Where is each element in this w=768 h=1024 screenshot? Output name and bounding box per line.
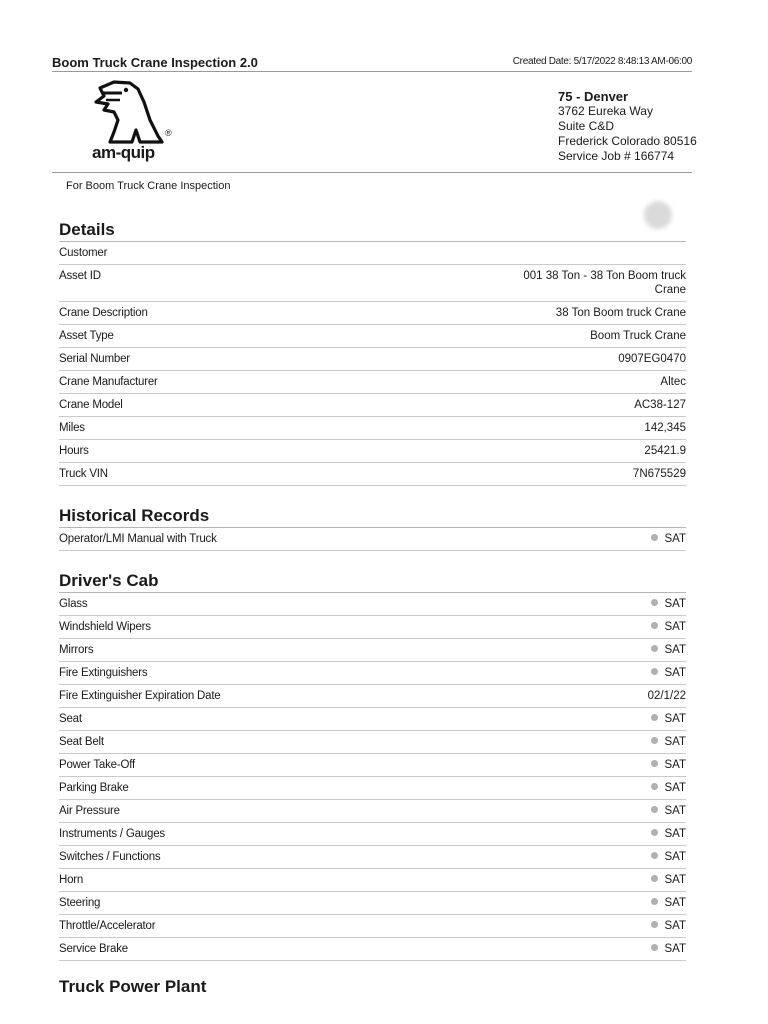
row-value: 142,345	[644, 422, 686, 434]
status-dot-icon	[651, 944, 658, 951]
form-purpose: For Boom Truck Crane Inspection	[66, 180, 231, 192]
status-dot-icon	[651, 599, 658, 606]
address-line: Frederick Colorado 80516	[558, 134, 697, 148]
row-value	[651, 919, 686, 933]
row-label: Horn	[59, 874, 84, 886]
table-row	[59, 754, 686, 777]
branch-name: 75 - Denver	[558, 89, 629, 104]
status-dot-icon	[651, 622, 658, 629]
row-label: Mirrors	[59, 644, 94, 656]
section-drivers-cab	[59, 569, 686, 961]
table-row	[59, 371, 686, 394]
table-row	[59, 731, 686, 754]
row-label: Seat Belt	[59, 736, 104, 748]
table-row	[59, 892, 686, 915]
row-value: 02/1/22	[647, 690, 686, 702]
table-row	[59, 708, 686, 731]
registered-mark: ®	[165, 128, 172, 138]
status-dot-icon	[651, 668, 658, 675]
branch-address	[558, 89, 697, 164]
address-line: Suite C&D	[558, 119, 615, 133]
table-row	[59, 265, 686, 302]
row-label: Glass	[59, 598, 88, 610]
row-label: Serial Number	[59, 353, 130, 365]
row-label: Asset ID	[59, 270, 101, 282]
status-text: SAT	[664, 667, 686, 679]
service-job-number: Service Job # 166774	[558, 149, 675, 163]
status-dot-icon	[651, 829, 658, 836]
row-value	[651, 666, 686, 680]
row-value: Altec	[660, 376, 686, 388]
row-value	[651, 896, 686, 910]
row-label: Switches / Functions	[59, 851, 161, 863]
status-text: SAT	[664, 897, 686, 909]
row-label: Seat	[59, 713, 82, 725]
status-text: SAT	[664, 533, 686, 545]
status-text: SAT	[664, 828, 686, 840]
status-text: SAT	[664, 805, 686, 817]
status-text: SAT	[664, 920, 686, 932]
row-value: AC38-127	[634, 399, 686, 411]
table-row	[59, 823, 686, 846]
table-row	[59, 869, 686, 892]
table-row	[59, 685, 686, 708]
row-label: Hours	[59, 445, 89, 457]
table-row	[59, 639, 686, 662]
row-value: 0907EG0470	[618, 353, 686, 365]
row-label: Service Brake	[59, 943, 128, 955]
section-truck-power-plant	[59, 975, 686, 999]
row-value	[651, 804, 686, 818]
section-title: Truck Power Plant	[59, 977, 207, 996]
status-text: SAT	[664, 736, 686, 748]
row-label: Fire Extinguisher Expiration Date	[59, 690, 221, 702]
table-row	[59, 394, 686, 417]
inspection-sections	[59, 218, 686, 999]
row-value	[651, 873, 686, 887]
cab-rows	[59, 593, 686, 961]
table-row	[59, 242, 686, 265]
table-row	[59, 616, 686, 639]
status-text: SAT	[664, 874, 686, 886]
status-text: SAT	[664, 644, 686, 656]
status-dot-icon	[651, 760, 658, 767]
row-label: Fire Extinguishers	[59, 667, 148, 679]
status-text: SAT	[664, 713, 686, 725]
status-dot-icon	[651, 534, 658, 541]
status-dot-icon	[651, 714, 658, 721]
row-value	[651, 781, 686, 795]
table-row	[59, 463, 686, 486]
row-value	[651, 597, 686, 611]
row-value	[651, 827, 686, 841]
row-label: Instruments / Gauges	[59, 828, 165, 840]
header-divider	[52, 172, 692, 173]
status-dot-icon	[651, 737, 658, 744]
status-text: SAT	[664, 621, 686, 633]
company-logo	[92, 80, 182, 170]
section-title: Driver's Cab	[59, 569, 686, 593]
table-row	[59, 777, 686, 800]
row-value: 001 38 Ton - 38 Ton Boom truck Crane	[523, 270, 686, 296]
status-dot-icon	[651, 806, 658, 813]
table-row	[59, 302, 686, 325]
row-label: Power Take-Off	[59, 759, 136, 771]
table-row	[59, 417, 686, 440]
table-row	[59, 528, 686, 551]
table-row	[59, 440, 686, 463]
row-value	[651, 620, 686, 634]
row-label: Customer	[59, 247, 108, 259]
section-title: Historical Records	[59, 504, 686, 528]
row-value	[651, 758, 686, 772]
section-title: Details	[59, 218, 686, 242]
document-title: Boom Truck Crane Inspection 2.0	[52, 55, 258, 70]
row-value: 38 Ton Boom truck Crane	[555, 307, 686, 319]
section-details	[59, 218, 686, 486]
table-row	[59, 325, 686, 348]
address-line: 3762 Eureka Way	[558, 104, 653, 118]
row-value	[651, 942, 686, 956]
row-label: Throttle/Accelerator	[59, 920, 156, 932]
row-value	[651, 643, 686, 657]
row-value	[651, 712, 686, 726]
table-row	[59, 593, 686, 616]
logo-wordmark: am-quip	[92, 143, 155, 162]
row-label: Windshield Wipers	[59, 621, 151, 633]
row-label: Operator/LMI Manual with Truck	[59, 533, 217, 545]
table-row	[59, 846, 686, 869]
eagle-icon	[92, 80, 182, 150]
row-value: Boom Truck Crane	[590, 330, 686, 342]
details-rows	[59, 242, 686, 486]
document-header	[52, 54, 692, 72]
row-label: Parking Brake	[59, 782, 129, 794]
row-value	[651, 850, 686, 864]
created-date: Created Date: 5/17/2022 8:48:13 AM-06:00	[512, 56, 692, 67]
status-dot-icon	[651, 783, 658, 790]
historical-rows	[59, 528, 686, 551]
table-row	[59, 800, 686, 823]
row-label: Crane Manufacturer	[59, 376, 158, 388]
row-value: 7N675529	[632, 468, 686, 480]
status-text: SAT	[664, 851, 686, 863]
status-text: SAT	[664, 598, 686, 610]
status-dot-icon	[651, 875, 658, 882]
row-label: Crane Description	[59, 307, 148, 319]
row-value	[651, 532, 686, 546]
table-row	[59, 348, 686, 371]
status-dot-icon	[651, 645, 658, 652]
status-dot-icon	[651, 898, 658, 905]
table-row	[59, 938, 686, 961]
row-value: 25421.9	[644, 445, 686, 457]
status-dot-icon	[651, 852, 658, 859]
row-label: Truck VIN	[59, 468, 108, 480]
status-dot-icon	[651, 921, 658, 928]
row-label: Crane Model	[59, 399, 123, 411]
row-label: Asset Type	[59, 330, 114, 342]
row-label: Steering	[59, 897, 101, 909]
row-value	[651, 735, 686, 749]
status-text: SAT	[664, 759, 686, 771]
table-row	[59, 662, 686, 685]
row-label: Miles	[59, 422, 85, 434]
section-historical-records	[59, 504, 686, 551]
table-row	[59, 915, 686, 938]
status-text: SAT	[664, 943, 686, 955]
row-label: Air Pressure	[59, 805, 120, 817]
status-text: SAT	[664, 782, 686, 794]
